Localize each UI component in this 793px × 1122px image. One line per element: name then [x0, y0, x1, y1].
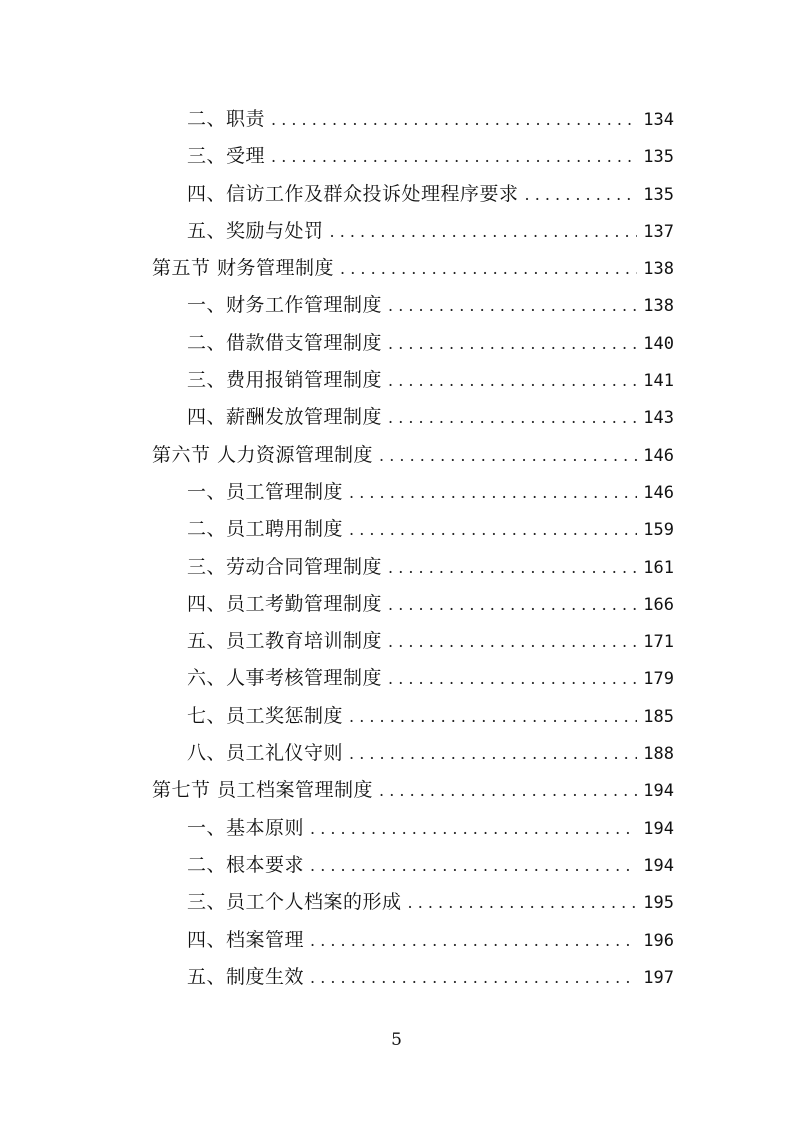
- toc-entry-label: 二、根本要求: [187, 853, 305, 876]
- toc-entry-label: 五、制度生效: [187, 965, 305, 988]
- toc-entry-label: 第六节 人力资源管理制度: [152, 443, 374, 466]
- toc-leader-dots: [379, 437, 637, 474]
- toc-section-entry[interactable]: [152, 250, 674, 287]
- toc-entry-page: 185: [643, 706, 674, 727]
- toc-entry-page: 195: [643, 893, 674, 914]
- toc-entry[interactable]: [152, 138, 674, 175]
- toc-entry-label: 一、基本原则: [187, 816, 305, 839]
- toc-entry-page: 146: [643, 482, 674, 503]
- toc-entry-label: 七、员工奖惩制度: [187, 704, 344, 727]
- toc-leader-dots: [388, 362, 637, 399]
- toc-leader-dots: [349, 511, 637, 548]
- toc-entry-page: 194: [643, 781, 674, 802]
- toc-leader-dots: [349, 698, 637, 735]
- toc-entry-label: 八、员工礼仪守则: [187, 742, 344, 765]
- toc-entry-label: 四、档案管理: [187, 928, 305, 951]
- toc-leader-dots: [349, 474, 637, 511]
- toc-entry-page: 138: [643, 296, 674, 317]
- toc-entry-page: 194: [643, 818, 674, 839]
- toc-entry[interactable]: [152, 959, 674, 996]
- toc-entry-page: 171: [643, 632, 674, 653]
- toc-entry[interactable]: [152, 586, 674, 623]
- toc-leader-dots: [388, 325, 637, 362]
- toc-entry[interactable]: [152, 698, 674, 735]
- toc-entry[interactable]: [152, 660, 674, 697]
- toc-leader-dots: [388, 623, 637, 660]
- toc-entry-page: 138: [643, 259, 674, 280]
- toc-entry-label: 二、借款借支管理制度: [187, 331, 383, 354]
- toc-leader-dots: [271, 101, 637, 138]
- toc-entry[interactable]: [152, 176, 674, 213]
- toc-entry-label: 三、受理: [187, 145, 266, 168]
- toc-entry[interactable]: [152, 623, 674, 660]
- toc-section-entry[interactable]: [152, 772, 674, 809]
- toc-section-entry[interactable]: [152, 437, 674, 474]
- toc-entry[interactable]: [152, 362, 674, 399]
- toc-entry-label: 二、员工聘用制度: [187, 518, 344, 541]
- toc-entry-label: 一、员工管理制度: [187, 480, 344, 503]
- toc-entry-page: 194: [643, 855, 674, 876]
- toc-entry-label: 三、劳动合同管理制度: [187, 555, 383, 578]
- toc-entry-page: 140: [643, 333, 674, 354]
- toc-leader-dots: [349, 735, 637, 772]
- toc-entry-page: 188: [643, 744, 674, 765]
- page-number: 5: [391, 1030, 402, 1050]
- table-of-contents: [152, 101, 674, 996]
- toc-entry-label: 第七节 员工档案管理制度: [152, 779, 374, 802]
- toc-entry[interactable]: [152, 735, 674, 772]
- toc-leader-dots: [271, 138, 637, 175]
- toc-entry-page: 179: [643, 669, 674, 690]
- toc-entry[interactable]: [152, 884, 674, 921]
- toc-entry-page: 166: [643, 594, 674, 615]
- toc-entry-page: 143: [643, 408, 674, 429]
- toc-leader-dots: [330, 213, 638, 250]
- toc-leader-dots: [388, 660, 637, 697]
- toc-leader-dots: [310, 922, 637, 959]
- toc-leader-dots: [525, 176, 638, 213]
- toc-entry-label: 四、薪酬发放管理制度: [187, 406, 383, 429]
- toc-leader-dots: [379, 772, 637, 809]
- toc-entry[interactable]: [152, 810, 674, 847]
- toc-leader-dots: [388, 586, 637, 623]
- toc-leader-dots: [310, 959, 637, 996]
- toc-entry[interactable]: [152, 922, 674, 959]
- toc-entry-page: 134: [643, 110, 674, 130]
- toc-leader-dots: [388, 549, 637, 586]
- toc-entry[interactable]: [152, 213, 674, 250]
- toc-entry[interactable]: [152, 847, 674, 884]
- toc-entry-label: 五、奖励与处罚: [187, 219, 324, 242]
- toc-leader-dots: [310, 847, 637, 884]
- toc-entry-page: 197: [643, 967, 674, 988]
- toc-entry[interactable]: [152, 474, 674, 511]
- toc-entry-label: 四、信访工作及群众投诉处理程序要求: [187, 182, 519, 205]
- toc-entry-page: 196: [643, 930, 674, 951]
- toc-leader-dots: [310, 810, 637, 847]
- toc-entry-label: 一、财务工作管理制度: [187, 294, 383, 317]
- toc-entry-page: 146: [643, 445, 674, 466]
- toc-entry[interactable]: [152, 511, 674, 548]
- toc-entry-page: 159: [643, 520, 674, 541]
- toc-entry-page: 137: [643, 221, 674, 242]
- toc-leader-dots: [408, 884, 638, 921]
- toc-entry-label: 三、员工个人档案的形成: [187, 891, 402, 914]
- toc-entry-label: 第五节 财务管理制度: [152, 257, 335, 280]
- toc-entry[interactable]: [152, 287, 674, 324]
- toc-leader-dots: [340, 250, 637, 287]
- toc-entry-label: 五、员工教育培训制度: [187, 630, 383, 653]
- toc-entry-label: 三、费用报销管理制度: [187, 369, 383, 392]
- toc-entry-page: 161: [643, 557, 674, 578]
- toc-entry[interactable]: [152, 101, 674, 138]
- toc-leader-dots: [388, 287, 637, 324]
- toc-entry[interactable]: [152, 549, 674, 586]
- toc-entry-label: 六、人事考核管理制度: [187, 667, 383, 690]
- toc-entry-label: 二、职责: [187, 108, 266, 130]
- toc-entry-page: 141: [643, 371, 674, 392]
- toc-entry[interactable]: [152, 399, 674, 436]
- toc-leader-dots: [388, 399, 637, 436]
- toc-entry-page: 135: [643, 147, 674, 168]
- toc-entry-page: 135: [643, 184, 674, 205]
- toc-entry-label: 四、员工考勤管理制度: [187, 592, 383, 615]
- toc-entry[interactable]: [152, 325, 674, 362]
